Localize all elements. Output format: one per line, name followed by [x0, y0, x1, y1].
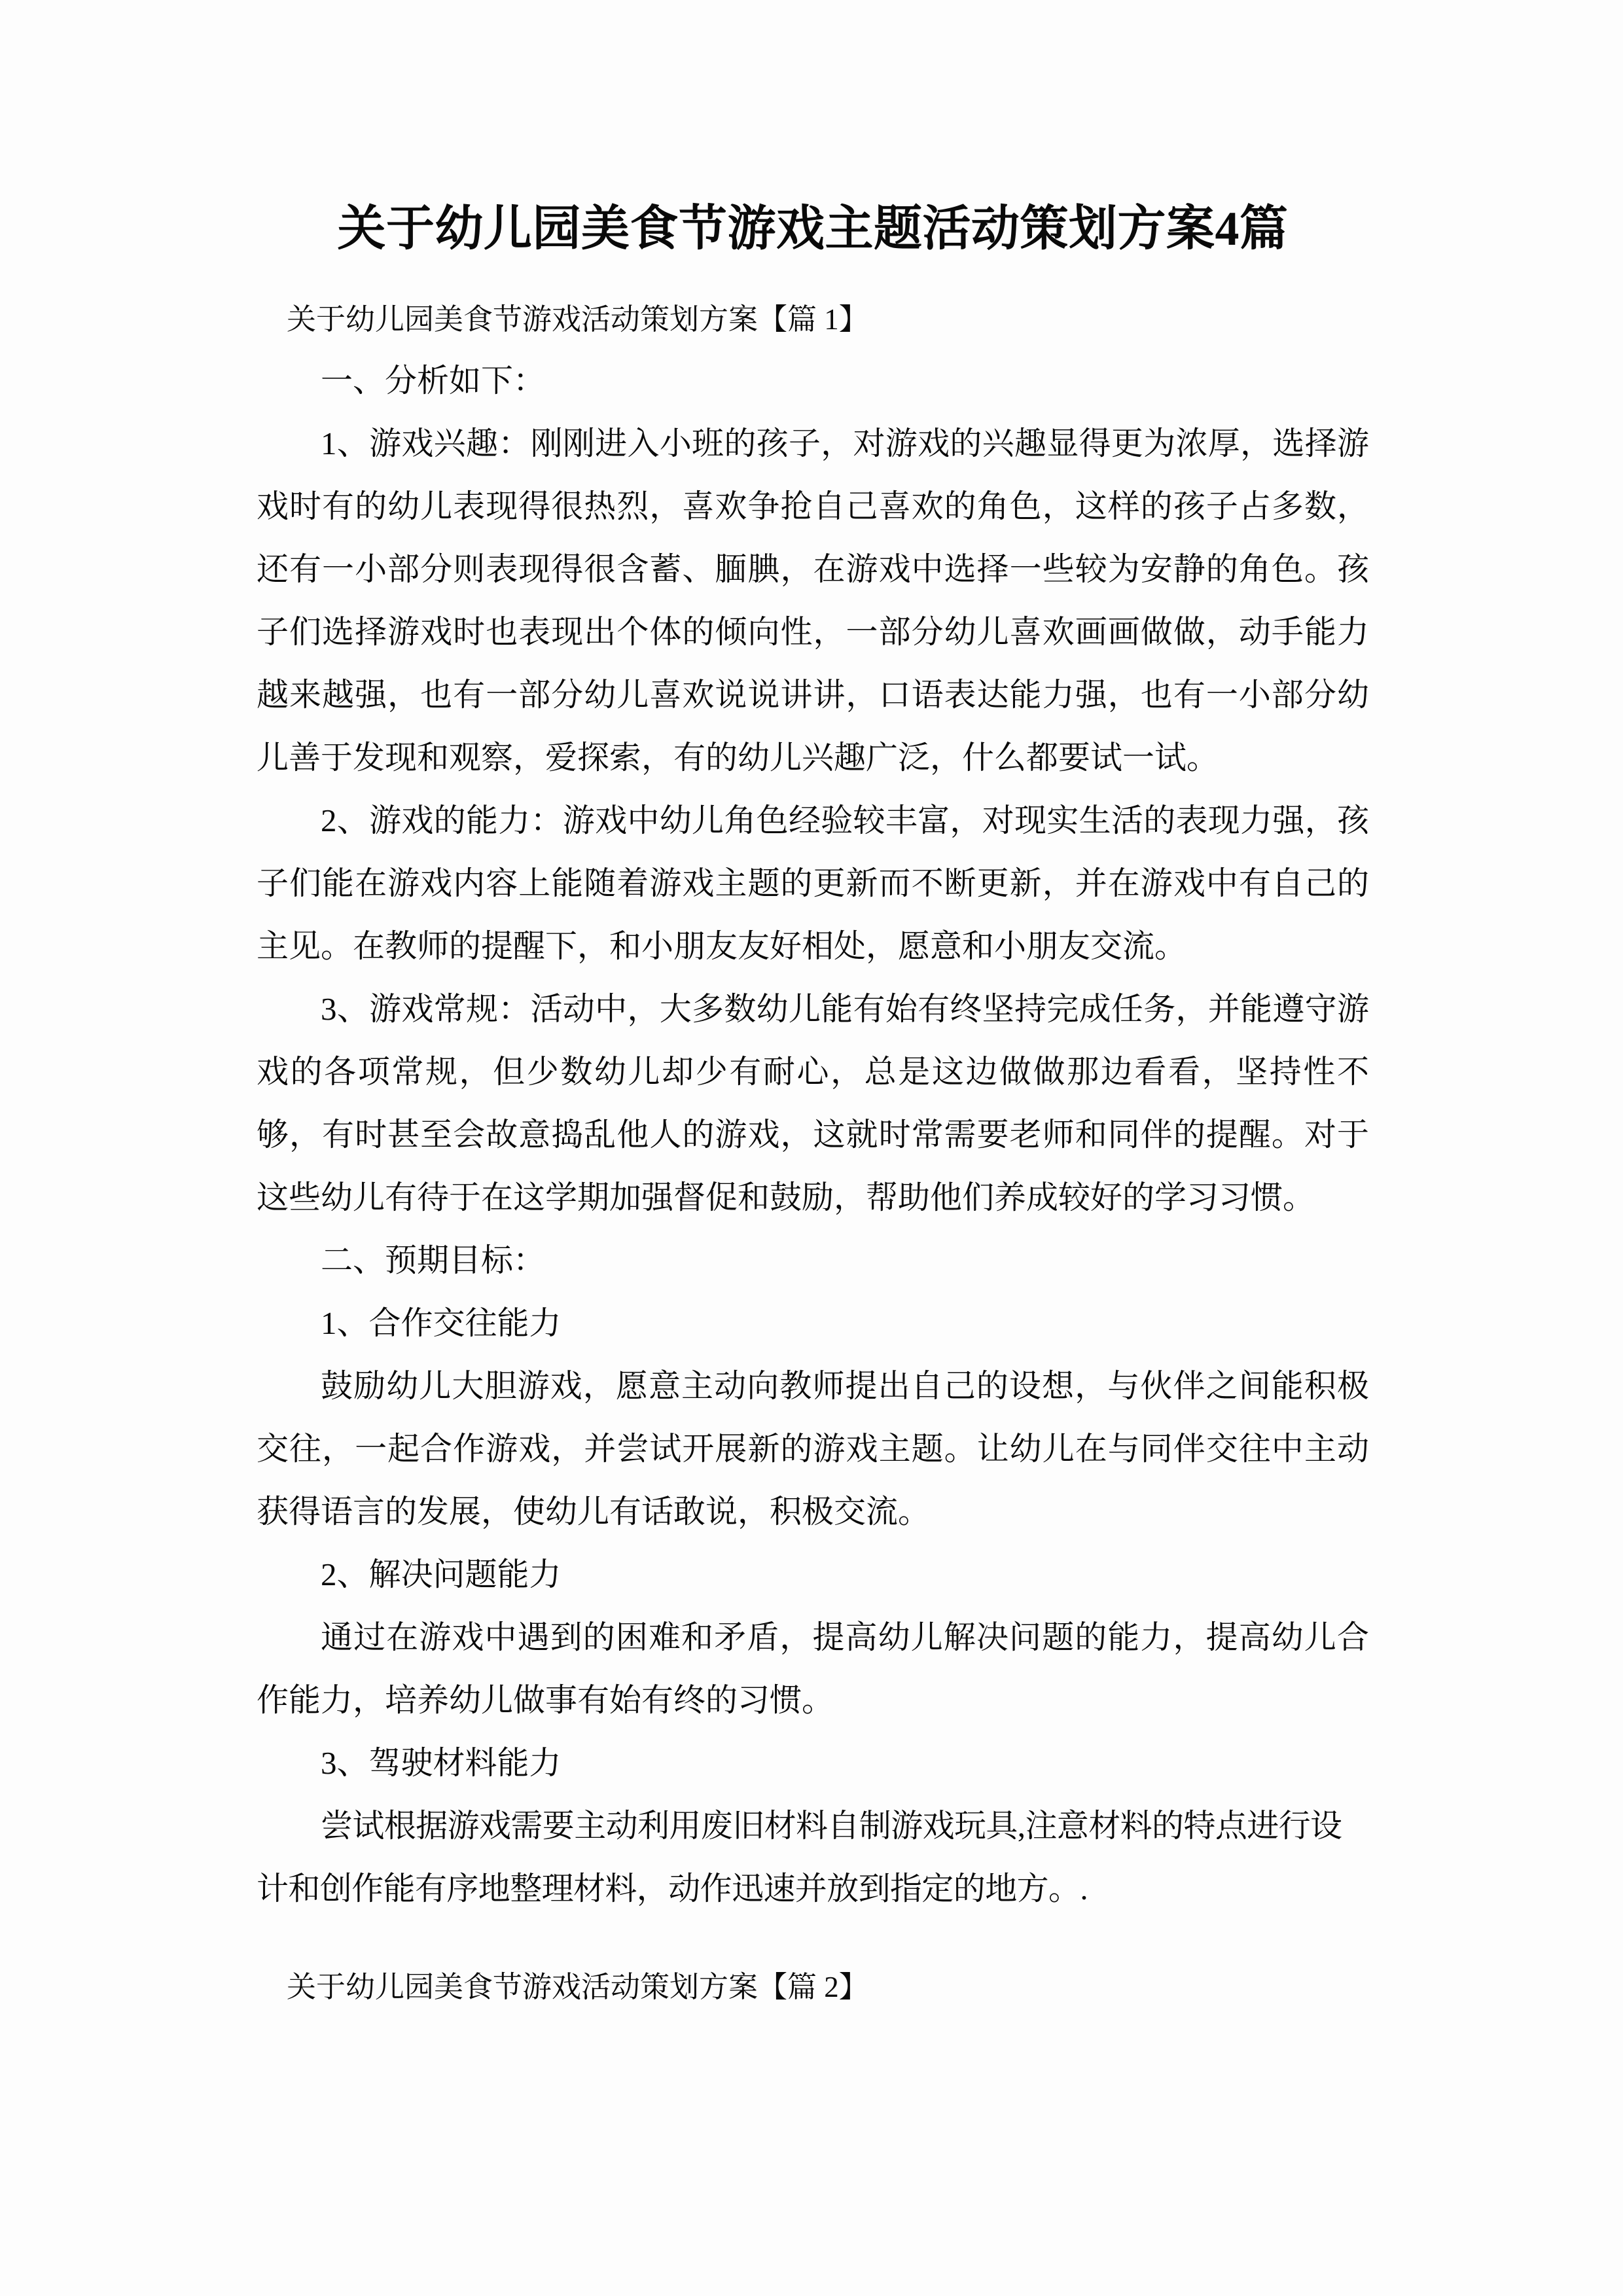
- heading-goal-1: 1、合作交往能力: [321, 1305, 562, 1341]
- heading-goal-3: 3、驾驶材料能力: [321, 1745, 562, 1781]
- heading-goal-2: 2、解决问题能力: [321, 1556, 562, 1592]
- document-content: [257, 0, 1369, 2017]
- heading-piece-1: 关于幼儿园美食节游戏活动策划方案【篇 1】: [287, 303, 868, 336]
- heading-section-one: 一、分析如下：: [321, 363, 546, 399]
- paragraph-analysis-2: 2、游戏的能力：游戏中幼儿角色经验较丰富，对现实生活的表现力强，孩子们能在游戏内容上能随着游戏主题的更新而不断更新，并在游戏中有自己的主见。在教师的提醒下，和小朋友友好相处，愿意和小朋友交流。: [257, 802, 1369, 964]
- page-title: 关于幼儿园美食节游戏主题活动策划方案4篇: [337, 202, 1289, 256]
- paragraph-goal-3-body: 尝试根据游戏需要主动利用废旧材料自制游戏玩具,注意材料的特点进行设计和创作能有序地整理材料，动作迅速并放到指定的地方。.: [257, 1808, 1342, 1907]
- paragraph-goal-2-body: 通过在游戏中遇到的困难和矛盾，提高幼儿解决问题的能力，提高幼儿合作能力，培养幼儿做事有始有终的习惯。: [257, 1619, 1369, 1718]
- paragraph-analysis-1: 1、游戏兴趣：刚刚进入小班的孩子，对游戏的兴趣显得更为浓厚，选择游戏时有的幼儿表现得很热烈，喜欢争抢自己喜欢的角色，这样的孩子占多数，还有一小部分则表现得很含蓄、腼腆，在游戏中选择一些较为安静的角色。孩子们选择游戏时也表现出个体的倾向性，一部分幼儿喜欢画画做做，动手能力越来越强，也有一部分幼儿喜欢说说讲讲，口语表达能力强，也有一小部分幼儿善于发现和观察，爱探索，有的幼儿兴趣广泛，什么都要试一试。: [257, 425, 1369, 776]
- heading-section-two: 二、预期目标：: [321, 1242, 546, 1278]
- paragraph-goal-1-body: 鼓励幼儿大胆游戏，愿意主动向教师提出自己的设想，与伙伴之间能积极交往，一起合作游戏，并尝试开展新的游戏主题。让幼儿在与同伴交往中主动获得语言的发展，使幼儿有话敢说，积极交流。: [257, 1368, 1369, 1530]
- paragraph-analysis-3: 3、游戏常规：活动中，大多数幼儿能有始有终坚持完成任务，并能遵守游戏的各项常规，但少数幼儿却少有耐心，总是这边做做那边看看，坚持性不够，有时甚至会故意捣乱他人的游戏，这就时常需要老师和同伴的提醒。对于这些幼儿有待于在这学期加强督促和鼓励，帮助他们养成较好的学习习惯。: [257, 991, 1369, 1215]
- heading-piece-2: 关于幼儿园美食节游戏活动策划方案【篇 2】: [287, 1971, 868, 2003]
